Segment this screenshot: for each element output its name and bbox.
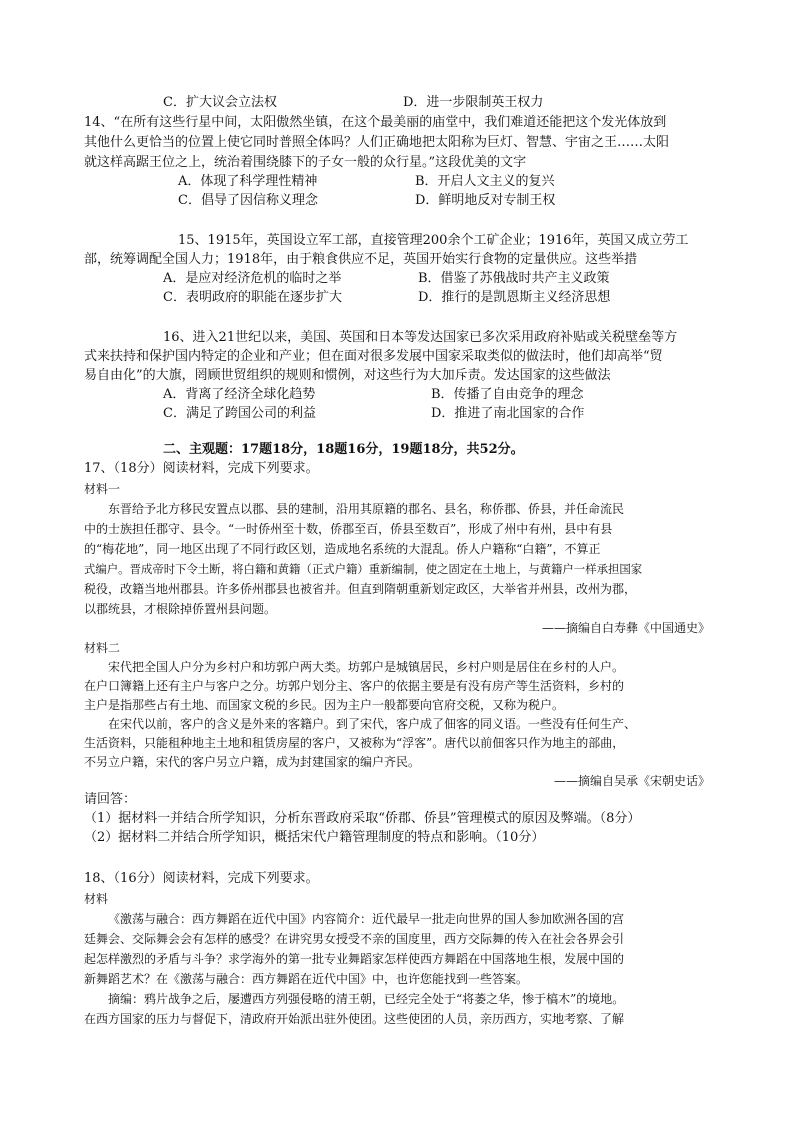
q17-material1-line: 的“梅花地”，同一地区出现了不同行政区划，造成地名系统的大混乱。侨人户籍称“白籍”，不算正: [84, 542, 601, 556]
q15-option-c: C．表明政府的职能在逐步扩大: [163, 290, 342, 305]
q17-subquestion-2: （2）据材料二并结合所学知识，概括宋代户籍管理制度的特点和影响。（10分）: [84, 830, 545, 845]
q13-option-c: C．扩大议会立法权: [163, 95, 277, 110]
q17-material2-line: 生活资料，只能租种地主土地和租赁房屋的客户，又被称为“浮客”。唐代以前佃客只作为地主的部曲，: [84, 736, 625, 750]
q14-stem-line2: 其他什么更恰当的位置上使它同时普照全体吗？人们正确地把太阳称为巨灯、智慧、宇宙之王……太阳: [84, 135, 670, 150]
q18-material-line: 新舞蹈艺术？在《激荡与融合：西方舞蹈在近代中国》中，也许您能找到一些答案。: [84, 972, 529, 986]
q15-option-a: A．是应对经济危机的临时之举: [163, 271, 342, 286]
q18-material-label: 材料: [84, 892, 109, 906]
q15-stem-line2: 部，统筹调配全国人力；1918年，由于粮食供应不足，英国开始实行食物的定量供应。这些举措: [84, 252, 638, 267]
q17-material1-line: 式编户。晋成帝时下令土断，将白籍和黄籍（正式户籍）重新编制，使之固定在土地上，与黄籍户一样承担国家: [84, 562, 643, 576]
q14-stem-line1: 14、“在所有这些行星中间，太阳傲然坐镇，在这个最美丽的庙堂中，我们难道还能把这个发光体放到: [84, 115, 667, 130]
q18-heading: 18、（16分）阅读材料，完成下列要求。: [84, 871, 319, 886]
q15-option-d: D．推行的是凯恩斯主义经济思想: [418, 290, 611, 305]
q16-option-a: A．背离了经济全球化趋势: [163, 387, 316, 402]
q13-option-d: D．进一步限制英王权力: [403, 95, 544, 110]
q18-material-line: 起怎样激烈的矛盾与斗争？求学海外的第一批专业舞蹈家怎样使西方舞蹈在中国落地生根，发展中国的: [84, 952, 625, 966]
q17-heading: 17、（18分）阅读材料，完成下列要求。: [84, 461, 319, 476]
q18-material-line: 廷舞会、交际舞会会有怎样的感受？在讲究男女授受不亲的国度里，西方交际舞的传入在社会各界会引: [84, 932, 625, 946]
q14-option-d: D．鲜明地反对专制王权: [415, 193, 556, 208]
q17-subquestion-1: （1）据材料一并结合所学知识，分析东晋政府采取“侨郡、侨县”管理模式的原因及弊端。（8分）: [84, 811, 641, 826]
q15-option-b: B．借鉴了苏俄战时共产主义政策: [418, 271, 610, 286]
q17-material1-line: 以郡统县，才根除掉侨置州县问题。: [84, 602, 277, 616]
q17-material2-line: 不另立户籍，宋代的客户另立户籍，成为封建国家的编户齐民。: [84, 755, 421, 769]
q18-material-line: 摘编：鸦片战争之后，屡遭西方列强侵略的清王朝，已经完全处于“将萎之华，惨于槁木”的境地。: [108, 992, 625, 1006]
q18-material-line: 《激荡与融合：西方舞蹈在近代中国》内容简介：近代最早一批走向世界的国人参加欧洲各国的宫: [108, 912, 625, 926]
q16-stem-line2: 式来扶持和保护国内特定的企业和产业；但在面对很多发展中国家采取类似的做法时，他们却高举“贸: [84, 349, 663, 364]
q17-material1-line: 中的士族担任郡守、县令。“一时侨州至十数，侨郡至百，侨县至数百”，形成了州中有州，县中有县: [84, 522, 613, 536]
q16-stem-line3: 易自由化”的大旗，罔顾世贸组织的规则和惯例，对这些行为大加斥责。发达国家的这些做法: [84, 368, 611, 383]
q14-option-a: A．体现了科学理性精神: [178, 174, 318, 189]
q14-option-c: C．倡导了因信称义理念: [178, 193, 318, 208]
q16-option-d: D．推进了南北国家的合作: [431, 406, 585, 421]
q14-option-b: B．开启人文主义的复兴: [415, 174, 555, 189]
q17-material2-line: 宋代把全国人户分为乡村户和坊郭户两大类。坊郭户是城镇居民，乡村户则是居住在乡村的人户。: [108, 660, 625, 674]
q17-material2-line: 在宋代以前，客户的含义是外来的客籍户。到了宋代，客户成了佃客的同义语。一些没有任何生产、: [108, 717, 637, 731]
q17-material2-line: 主户是指那些占有土地、而国家文税的乡民。因为主户一般都要向官府交税，又称为税户。: [84, 698, 565, 712]
q17-material2-label: 材料二: [84, 641, 121, 655]
q17-material2-line: 在户口簿籍上还有主户与客户之分。坊郭户划分主、客户的依据主要是有没有房产等生活资料，乡村的: [84, 679, 625, 693]
q16-stem-line1: 16、进入21世纪以来，美国、英国和日本等发达国家已多次采用政府补贴或关税壁垒等方: [163, 330, 678, 345]
section2-title: 二、主观题：17题18分，18题16分，19题18分，共52分。: [163, 442, 524, 457]
q17-ask-label: 请回答：: [84, 792, 137, 807]
q17-material1-label: 材料一: [84, 482, 121, 496]
q17-material1-source: ——摘编自白寿彝《中国通史》: [541, 621, 710, 635]
q16-option-c: C．满足了跨国公司的利益: [163, 406, 316, 421]
q17-material1-line: 税役，改籍当地州郡县。许多侨州郡县也被省并。但直到隋朝重新划定政区，大举省并州县，改州为郡，: [84, 582, 637, 596]
q14-stem-line3: 就这样高踞王位之上，统治着围绕膝下的子女一般的众行星。”这段优美的文字: [84, 155, 527, 170]
q17-material1-line: 东晋给予北方移民安置点以郡、县的建制，沿用其原籍的郡名、县名，称侨郡、侨县，并任命流民: [108, 502, 625, 516]
q15-stem-line1: 15、1915年，英国设立军工部，直接管理200余个工矿企业；1916年，英国又成立劳工: [178, 233, 689, 248]
q18-material-line: 在西方国家的压力与督促下，清政府开始派出驻外使团。这些使团的人员，亲历西方，实地考察、了解: [84, 1012, 625, 1026]
q17-material2-source: ——摘编自吴承《宋朝史话》: [553, 774, 710, 788]
q16-option-b: B．传播了自由竞争的理念: [431, 387, 584, 402]
